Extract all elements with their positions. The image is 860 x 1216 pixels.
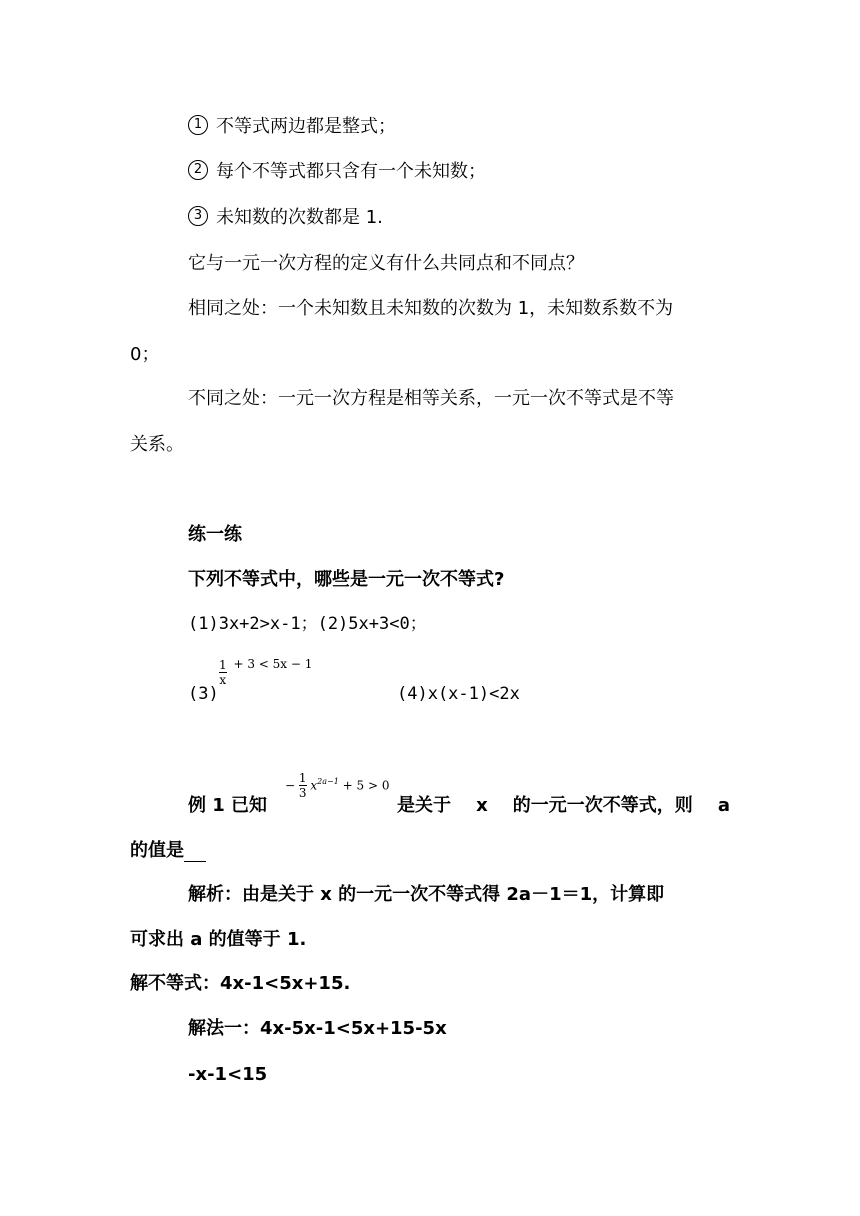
practice-items-row-1: (1)3x+2>x-1；(2)5x+3<0；	[188, 614, 427, 634]
fraction	[299, 771, 307, 800]
practice-item-4: (4)x(x-1)<2x	[397, 684, 520, 704]
circled-number: 3	[188, 206, 208, 226]
similarity-line-2: 0；	[130, 344, 160, 365]
comparison-question: 它与一元一次方程的定义有什么共同点和不同点？	[188, 253, 584, 274]
word: a	[717, 795, 730, 816]
practice-item-3-formula	[219, 658, 312, 687]
formula-rest: + 3 < 5x − 1	[233, 656, 313, 671]
practice-title: 练一练	[188, 524, 242, 545]
denominator: x	[219, 673, 227, 687]
numerator: 1	[298, 771, 307, 785]
word: x	[476, 795, 488, 816]
difference-line-2: 关系。	[130, 434, 184, 455]
word: 的一元一次不等式，则	[512, 795, 693, 816]
difference-line-1: 不同之处：一元一次方程是相等关系，一元一次不等式是不等	[188, 388, 674, 409]
exponent: 2a−1	[317, 777, 339, 786]
example-suffix	[397, 795, 730, 817]
denominator: 3	[298, 786, 307, 800]
example-line-2-text: 的值是	[130, 840, 184, 861]
solve-method-1: 解法一：4x-5x-1<5x+15-5x	[188, 1018, 447, 1039]
variable: x	[310, 778, 318, 793]
solve-step: -x-1<15	[188, 1064, 268, 1085]
solve-title: 解不等式：4x-1<5x+15.	[130, 973, 351, 994]
condition-text: 不等式两边都是整式；	[216, 116, 396, 137]
example-prefix: 例 1 已知	[188, 795, 268, 816]
circled-number: 2	[188, 160, 208, 180]
condition-3	[188, 207, 383, 229]
condition-text: 未知数的次数都是 1.	[216, 207, 383, 228]
formula-rest: + 5 > 0	[342, 778, 390, 793]
practice-question: 下列不等式中，哪些是一元一次不等式?	[188, 569, 505, 590]
minus-sign: −	[285, 778, 296, 793]
condition-2	[188, 161, 486, 183]
example-line-2	[130, 840, 206, 862]
example-formula	[285, 771, 389, 800]
condition-text: 每个不等式都只含有一个未知数；	[216, 161, 486, 182]
fraction	[219, 658, 227, 687]
analysis-line-1: 解析：由是关于 x 的一元一次不等式得 2a－1＝1，计算即	[188, 884, 665, 905]
circled-number: 1	[188, 115, 208, 135]
practice-item-3-label: (3)	[188, 684, 219, 704]
word: 是关于	[397, 795, 451, 816]
numerator: 1	[219, 658, 227, 672]
condition-1	[188, 116, 396, 138]
analysis-line-2: 可求出 a 的值等于 1.	[130, 929, 307, 950]
answer-blank	[184, 843, 206, 862]
similarity-line-1: 相同之处：一个未知数且未知数的次数为 1，未知数系数不为	[188, 298, 674, 319]
